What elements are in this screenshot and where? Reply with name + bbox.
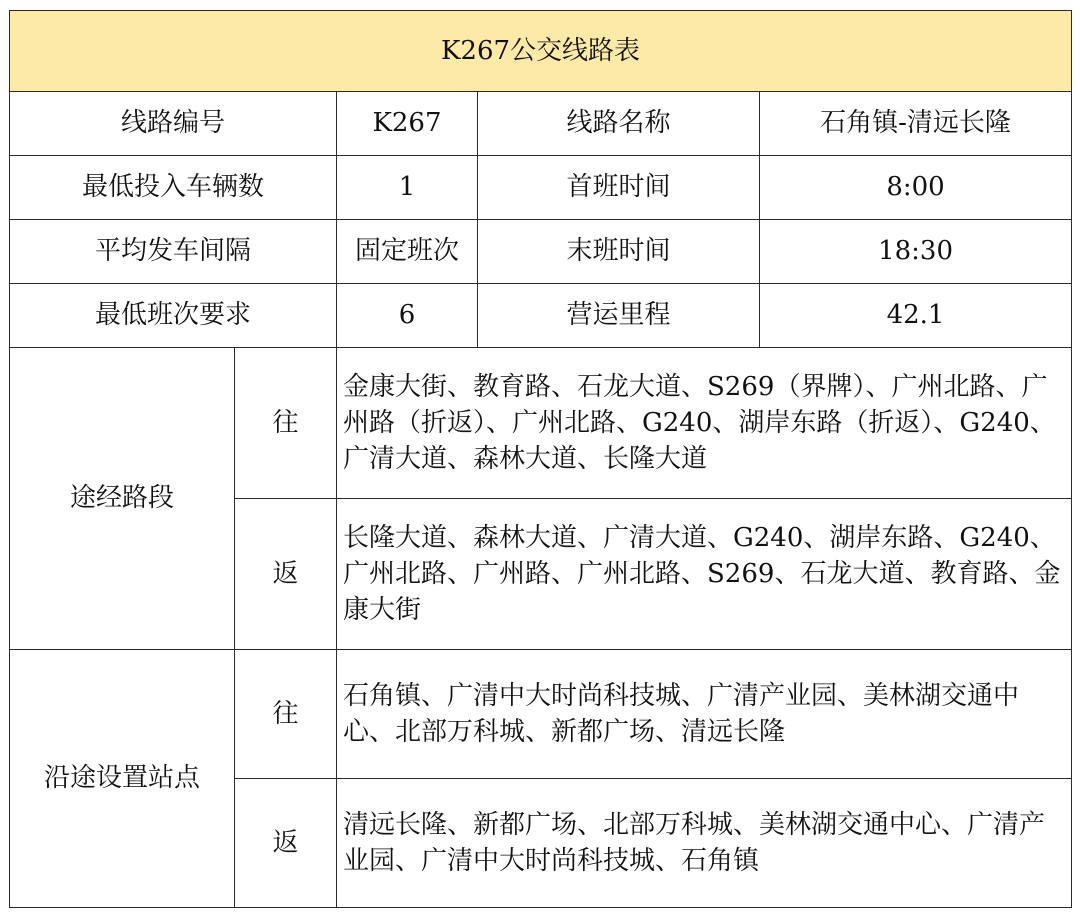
outbound-label: 往 xyxy=(235,650,337,779)
min-trips-value: 6 xyxy=(337,284,478,348)
last-bus-value: 18:30 xyxy=(760,220,1072,284)
min-vehicles-label: 最低投入车辆数 xyxy=(10,156,337,220)
interval-label: 平均发车间隔 xyxy=(10,220,337,284)
segments-outbound-text: 金康大街、教育路、石龙大道、S269（界牌）、广州北路、广州路（折返）、广州北路、G240、湖岸东路（折返）、G240、广清大道、森林大道、长隆大道 xyxy=(337,348,1072,499)
table-row xyxy=(10,650,1072,779)
table-row xyxy=(10,348,1072,499)
interval-value: 固定班次 xyxy=(337,220,478,284)
route-name-label: 线路名称 xyxy=(478,92,760,156)
stops-outbound-text: 石角镇、广清中大时尚科技城、广清产业园、美林湖交通中心、北部万科城、新都广场、清远长隆 xyxy=(337,650,1072,779)
return-label: 返 xyxy=(235,499,337,650)
table-row xyxy=(10,92,1072,156)
mileage-value: 42.1 xyxy=(760,284,1072,348)
table-title: K267公交线路表 xyxy=(10,11,1072,92)
route-table xyxy=(9,10,1072,908)
mileage-label: 营运里程 xyxy=(478,284,760,348)
first-bus-label: 首班时间 xyxy=(478,156,760,220)
route-number-value: K267 xyxy=(337,92,478,156)
first-bus-value: 8:00 xyxy=(760,156,1072,220)
route-number-label: 线路编号 xyxy=(10,92,337,156)
route-name-value: 石角镇-清远长隆 xyxy=(760,92,1072,156)
route-segments-label: 途经路段 xyxy=(10,348,235,650)
min-trips-label: 最低班次要求 xyxy=(10,284,337,348)
outbound-label: 往 xyxy=(235,348,337,499)
title-row xyxy=(10,11,1072,92)
last-bus-label: 末班时间 xyxy=(478,220,760,284)
return-label: 返 xyxy=(235,779,337,908)
table-row xyxy=(10,220,1072,284)
table-row xyxy=(10,284,1072,348)
segments-return-text: 长隆大道、森林大道、广清大道、G240、湖岸东路、G240、广州北路、广州路、广州北路、S269、石龙大道、教育路、金康大街 xyxy=(337,499,1072,650)
min-vehicles-value: 1 xyxy=(337,156,478,220)
stops-label: 沿途设置站点 xyxy=(10,650,235,908)
table-row xyxy=(10,156,1072,220)
stops-return-text: 清远长隆、新都广场、北部万科城、美林湖交通中心、广清产业园、广清中大时尚科技城、石角镇 xyxy=(337,779,1072,908)
